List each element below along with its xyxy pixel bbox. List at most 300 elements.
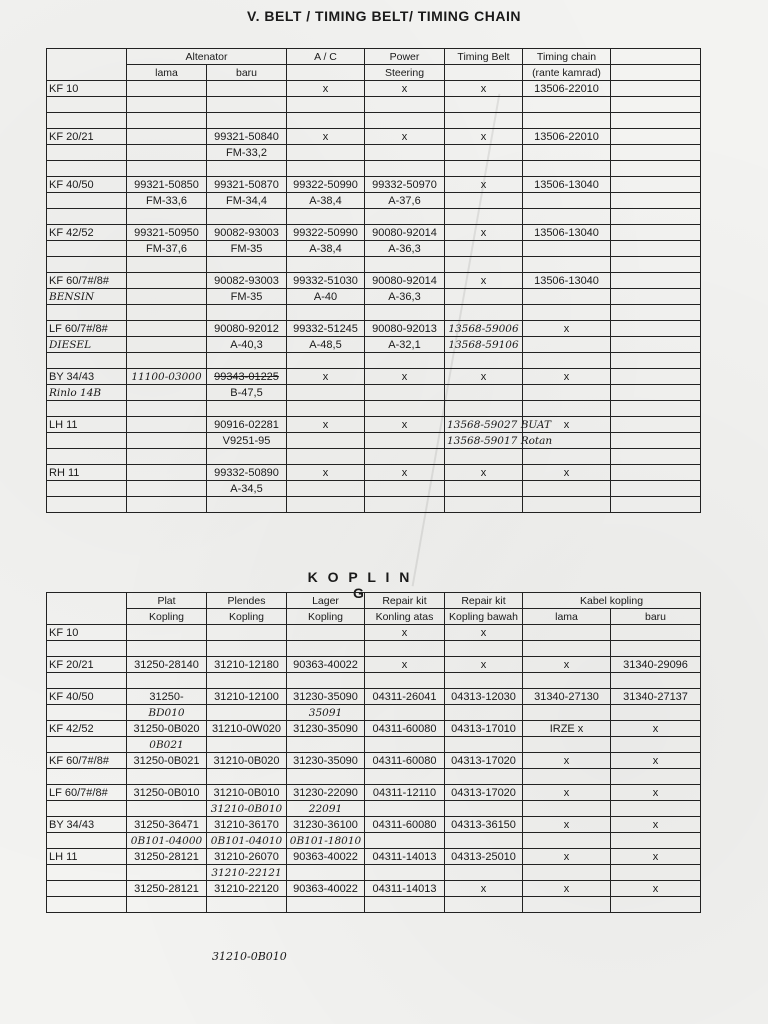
table-row <box>47 897 701 913</box>
cell-tb <box>445 241 523 257</box>
cell-tb: x <box>445 465 523 481</box>
cell-tb: x <box>445 81 523 97</box>
cell-blank <box>287 497 365 513</box>
cell-blank <box>207 257 287 273</box>
cell-ac: x <box>287 129 365 145</box>
cell-ps: 90080-92014 <box>365 225 445 241</box>
cell-blank <box>365 353 445 369</box>
cell-plat-note: 0B101-04000 <box>127 833 207 849</box>
cell-blank <box>523 353 611 369</box>
table-row <box>47 305 701 321</box>
table-row <box>47 177 701 193</box>
row-label: KF 42/52 <box>47 721 127 737</box>
blank-header <box>611 65 701 81</box>
table-row <box>47 161 701 177</box>
cell-lama <box>127 465 207 481</box>
cell-blank <box>611 81 701 97</box>
cell-blank <box>287 305 365 321</box>
cell-kabel-baru <box>611 625 701 641</box>
cell-blank <box>611 289 701 305</box>
table-row <box>47 193 701 209</box>
header-baru: baru <box>207 65 287 81</box>
table-row <box>47 673 701 689</box>
cell-kabel-lama: 31340-27130 <box>523 689 611 705</box>
cell-ac: x <box>287 417 365 433</box>
table-row <box>47 785 701 801</box>
cell-ps: 90080-92013 <box>365 321 445 337</box>
row-note <box>47 433 127 449</box>
cell-blank <box>365 769 445 785</box>
table-row <box>47 129 701 145</box>
cell-plat <box>127 625 207 641</box>
row-label: KF 60/7#/8# <box>47 273 127 289</box>
table-row <box>47 209 701 225</box>
cell-tc: x <box>523 417 611 433</box>
cell-baru: FM-33,2 <box>207 145 287 161</box>
cell-blank <box>611 673 701 689</box>
cell-lager <box>287 625 365 641</box>
header-lager-2: Kopling <box>287 609 365 625</box>
cell-blank <box>127 209 207 225</box>
cell-blank <box>611 257 701 273</box>
cell-blank <box>523 113 611 129</box>
cell-lama <box>127 129 207 145</box>
cell-ac: x <box>287 369 365 385</box>
cell-ps <box>365 433 445 449</box>
table-row <box>47 113 701 129</box>
cell-blank <box>523 497 611 513</box>
cell-rk-bawah: 04313-17010 <box>445 721 523 737</box>
cell-ps: A-32,1 <box>365 337 445 353</box>
cell-tb <box>445 145 523 161</box>
row-label: LF 60/7#/8# <box>47 785 127 801</box>
cell-baru: V9251-95 <box>207 433 287 449</box>
cell-ps: A-36,3 <box>365 289 445 305</box>
header-alternator: Altenator <box>127 49 287 65</box>
table-row <box>47 689 701 705</box>
cell-baru: FM-35 <box>207 289 287 305</box>
row-label: KF 20/21 <box>47 129 127 145</box>
cell-tb <box>445 481 523 497</box>
table-row <box>47 449 701 465</box>
header-plat: Plat <box>127 593 207 609</box>
cell-blank <box>207 401 287 417</box>
cell-lama <box>127 337 207 353</box>
cell-blank <box>365 641 445 657</box>
cell-rk-bawah: x <box>445 625 523 641</box>
cell-blank <box>47 257 127 273</box>
cell-ps <box>365 385 445 401</box>
cell-blank <box>611 193 701 209</box>
cell-blank <box>287 401 365 417</box>
table-row <box>47 497 701 513</box>
cell-rk-atas: 04311-60080 <box>365 817 445 833</box>
cell-blank <box>523 257 611 273</box>
cell-ac: A-40 <box>287 289 365 305</box>
cell-tc: x <box>523 369 611 385</box>
cell-blank <box>365 401 445 417</box>
cell-rk-atas: 04311-14013 <box>365 849 445 865</box>
table-row <box>47 353 701 369</box>
header-kabel-baru: baru <box>611 609 701 625</box>
cell-plat: 31250-28121 <box>127 881 207 897</box>
cell-blank <box>207 113 287 129</box>
cell-ps: 90080-92014 <box>365 273 445 289</box>
header-plendes-2: Kopling <box>207 609 287 625</box>
cell-ps: x <box>365 129 445 145</box>
header-rk-atas: Repair kit <box>365 593 445 609</box>
cell-blank <box>127 401 207 417</box>
cell-tb: 13568-59017 Rotan <box>445 433 523 449</box>
cell-plendes: 31210-0B010 <box>207 785 287 801</box>
cell-plendes-note: 0B101-04010 <box>207 833 287 849</box>
cell-blank <box>611 209 701 225</box>
cell-ac: 99332-51030 <box>287 273 365 289</box>
table-row <box>47 401 701 417</box>
cell-baru: 99332-50890 <box>207 465 287 481</box>
table-row <box>47 721 701 737</box>
cell-tb <box>445 385 523 401</box>
cell-ps <box>365 481 445 497</box>
cell-baru: A-34,5 <box>207 481 287 497</box>
cell-plat-note <box>127 865 207 881</box>
vbelt-table <box>46 48 701 513</box>
cell-kabel-baru: x <box>611 785 701 801</box>
header-rante: (rante kamrad) <box>523 65 611 81</box>
cell-kabel-lama: x <box>523 849 611 865</box>
cell-blank <box>611 497 701 513</box>
blank-header <box>47 593 127 625</box>
cell-lager-note <box>287 897 365 913</box>
cell-lama: 11100-03000 <box>127 369 207 385</box>
header-rk-bawah-2: Kopling bawah <box>445 609 523 625</box>
cell-kabel-lama: x <box>523 657 611 673</box>
cell-tc <box>523 97 611 113</box>
cell-blank <box>207 209 287 225</box>
row-label: BY 34/43 <box>47 817 127 833</box>
table-row <box>47 417 701 433</box>
cell-kabel-baru: 31340-29096 <box>611 657 701 673</box>
cell-tb: x <box>445 273 523 289</box>
cell-baru: 90082-93003 <box>207 225 287 241</box>
cell-blank <box>365 305 445 321</box>
row-note: BENSIN <box>47 289 127 305</box>
header-steering: Steering <box>365 65 445 81</box>
cell-baru <box>207 97 287 113</box>
cell-rk-bawah: x <box>445 881 523 897</box>
row-label: KF 60/7#/8# <box>47 753 127 769</box>
cell-rk-atas: 04311-60080 <box>365 753 445 769</box>
cell-plat-note: BD010 <box>127 705 207 721</box>
cell-lager: 31230-36100 <box>287 817 365 833</box>
cell-blank <box>47 401 127 417</box>
row-label: KF 40/50 <box>47 177 127 193</box>
cell-lager: 31230-35090 <box>287 689 365 705</box>
cell-plendes: 31210-12100 <box>207 689 287 705</box>
cell-blank <box>47 897 127 913</box>
cell-blank <box>611 97 701 113</box>
cell-lama <box>127 145 207 161</box>
cell-ac: x <box>287 81 365 97</box>
cell-tb <box>445 289 523 305</box>
cell-blank <box>611 481 701 497</box>
kopling-table <box>46 592 701 913</box>
cell-kabel-baru: 31340-27137 <box>611 689 701 705</box>
row-note <box>47 145 127 161</box>
cell-plat-note <box>127 673 207 689</box>
cell-baru: B-47,5 <box>207 385 287 401</box>
table-row <box>47 657 701 673</box>
cell-blank <box>207 161 287 177</box>
table-row <box>47 289 701 305</box>
cell-blank <box>611 705 701 721</box>
cell-blank <box>523 641 611 657</box>
cell-ps: A-36,3 <box>365 241 445 257</box>
cell-blank <box>365 897 445 913</box>
cell-blank <box>365 673 445 689</box>
cell-blank <box>611 465 701 481</box>
cell-lama <box>127 81 207 97</box>
cell-blank <box>445 705 523 721</box>
cell-baru <box>207 81 287 97</box>
cell-ac: 99322-50990 <box>287 225 365 241</box>
cell-blank <box>611 113 701 129</box>
cell-blank <box>127 305 207 321</box>
cell-ps: x <box>365 465 445 481</box>
cell-lama <box>127 289 207 305</box>
cell-blank <box>127 257 207 273</box>
table-row <box>47 337 701 353</box>
cell-blank <box>47 865 127 881</box>
cell-blank <box>611 225 701 241</box>
cell-rk-bawah: 04313-12030 <box>445 689 523 705</box>
table-row <box>47 817 701 833</box>
cell-kabel-lama <box>523 625 611 641</box>
cell-blank <box>47 161 127 177</box>
cell-blank <box>365 865 445 881</box>
cell-lager: 90363-40022 <box>287 657 365 673</box>
cell-blank <box>47 737 127 753</box>
cell-blank <box>207 305 287 321</box>
cell-blank <box>445 801 523 817</box>
table-row <box>47 97 701 113</box>
cell-blank <box>611 353 701 369</box>
header-power-steering: Power <box>365 49 445 65</box>
cell-tb: x <box>445 225 523 241</box>
cell-tc <box>523 481 611 497</box>
cell-rk-bawah: 04313-25010 <box>445 849 523 865</box>
row-note <box>47 241 127 257</box>
cell-baru: 99321-50840 <box>207 129 287 145</box>
cell-blank <box>611 833 701 849</box>
row-note <box>47 481 127 497</box>
cell-rk-atas: 04311-12110 <box>365 785 445 801</box>
cell-plat: 31250-0B020 <box>127 721 207 737</box>
cell-blank <box>47 113 127 129</box>
cell-tc: 13506-13040 <box>523 177 611 193</box>
cell-baru: 90916-02281 <box>207 417 287 433</box>
cell-blank <box>127 161 207 177</box>
cell-blank <box>523 833 611 849</box>
header-lama: lama <box>127 65 207 81</box>
table-row <box>47 385 701 401</box>
row-label: BY 34/43 <box>47 369 127 385</box>
cell-blank <box>523 737 611 753</box>
cell-blank <box>445 401 523 417</box>
cell-tb: x <box>445 369 523 385</box>
cell-blank <box>611 641 701 657</box>
cell-kabel-lama: x <box>523 785 611 801</box>
cell-blank <box>611 433 701 449</box>
cell-kabel-baru: x <box>611 881 701 897</box>
cell-plendes-note <box>207 769 287 785</box>
cell-lager-note <box>287 737 365 753</box>
cell-blank <box>523 801 611 817</box>
header-plendes: Plendes <box>207 593 287 609</box>
cell-blank <box>611 273 701 289</box>
cell-lama <box>127 481 207 497</box>
cell-blank <box>445 449 523 465</box>
header-rk-atas-2: Konling atas <box>365 609 445 625</box>
cell-lama <box>127 97 207 113</box>
cell-plat: 31250-28121 <box>127 849 207 865</box>
cell-lager-note <box>287 769 365 785</box>
cell-blank <box>365 833 445 849</box>
header-timing-belt: Timing Belt <box>445 49 523 65</box>
cell-ps: 99332-50970 <box>365 177 445 193</box>
cell-blank <box>611 897 701 913</box>
cell-tc: 13506-13040 <box>523 225 611 241</box>
cell-rk-bawah: x <box>445 657 523 673</box>
cell-tc: 13506-13040 <box>523 273 611 289</box>
header-ac: A / C <box>287 49 365 65</box>
cell-kabel-lama: IRZE x <box>523 721 611 737</box>
cell-rk-bawah: 04313-17020 <box>445 753 523 769</box>
cell-plat: 31250- <box>127 689 207 705</box>
cell-tc <box>523 289 611 305</box>
cell-plat-note <box>127 641 207 657</box>
cell-lager-note: 35091 <box>287 705 365 721</box>
table-row <box>47 753 701 769</box>
cell-blank <box>611 801 701 817</box>
cell-rk-atas: x <box>365 625 445 641</box>
cell-tb: 13568-59006 <box>445 321 523 337</box>
cell-blank <box>287 257 365 273</box>
cell-blank <box>127 497 207 513</box>
cell-blank <box>287 209 365 225</box>
cell-ac: A-38,4 <box>287 193 365 209</box>
cell-blank <box>523 305 611 321</box>
row-label: KF 10 <box>47 81 127 97</box>
cell-lama <box>127 385 207 401</box>
cell-baru: FM-35 <box>207 241 287 257</box>
cell-blank <box>611 337 701 353</box>
blank-header <box>445 65 523 81</box>
cell-tc: 13506-22010 <box>523 129 611 145</box>
row-label: RH 11 <box>47 465 127 481</box>
table-row <box>47 849 701 865</box>
cell-lager-note: 22091 <box>287 801 365 817</box>
cell-blank <box>445 305 523 321</box>
cell-tc: x <box>523 465 611 481</box>
cell-ps: x <box>365 369 445 385</box>
cell-blank <box>611 737 701 753</box>
cell-tc <box>523 385 611 401</box>
table-row <box>47 801 701 817</box>
cell-lager: 31230-35090 <box>287 721 365 737</box>
cell-ps: x <box>365 81 445 97</box>
cell-tb <box>445 97 523 113</box>
cell-tc: x <box>523 321 611 337</box>
cell-blank <box>445 257 523 273</box>
row-label <box>47 881 127 897</box>
table-row <box>47 257 701 273</box>
cell-ps <box>365 145 445 161</box>
cell-rk-atas: 04311-26041 <box>365 689 445 705</box>
cell-blank <box>365 257 445 273</box>
cell-blank <box>365 161 445 177</box>
table-row <box>47 321 701 337</box>
cell-blank <box>127 113 207 129</box>
cell-blank <box>445 833 523 849</box>
header-plat-2: Kopling <box>127 609 207 625</box>
cell-kabel-lama: x <box>523 881 611 897</box>
cell-plendes-note <box>207 737 287 753</box>
cell-blank <box>47 449 127 465</box>
cell-ac <box>287 145 365 161</box>
row-label: KF 10 <box>47 625 127 641</box>
cell-baru: FM-34,4 <box>207 193 287 209</box>
cell-lager-note <box>287 673 365 689</box>
cell-lama: 99321-50950 <box>127 225 207 241</box>
cell-plendes <box>207 625 287 641</box>
cell-ac: A-38,4 <box>287 241 365 257</box>
cell-blank <box>47 641 127 657</box>
cell-blank <box>47 673 127 689</box>
cell-blank <box>445 113 523 129</box>
cell-tc <box>523 241 611 257</box>
cell-lager: 90363-40022 <box>287 849 365 865</box>
cell-ac <box>287 385 365 401</box>
cell-kabel-lama: x <box>523 817 611 833</box>
cell-blank <box>47 705 127 721</box>
cell-plat: 31250-0B010 <box>127 785 207 801</box>
cell-lager-note: 0B101-18010 <box>287 833 365 849</box>
cell-plendes: 31210-26070 <box>207 849 287 865</box>
cell-blank <box>287 353 365 369</box>
cell-lama <box>127 273 207 289</box>
row-label: KF 40/50 <box>47 689 127 705</box>
header-kabel: Kabel kopling <box>523 593 701 609</box>
cell-blank <box>287 449 365 465</box>
cell-blank <box>523 897 611 913</box>
table-row <box>47 241 701 257</box>
cell-blank <box>611 145 701 161</box>
cell-plendes-note <box>207 673 287 689</box>
cell-rk-atas: 04311-14013 <box>365 881 445 897</box>
cell-blank <box>47 305 127 321</box>
header-timing-chain: Timing chain <box>523 49 611 65</box>
table-row <box>47 273 701 289</box>
cell-blank <box>365 113 445 129</box>
cell-plat-note <box>127 801 207 817</box>
cell-blank <box>207 353 287 369</box>
cell-blank <box>207 497 287 513</box>
cell-blank <box>365 705 445 721</box>
cell-blank <box>365 497 445 513</box>
cell-blank <box>611 305 701 321</box>
cell-blank <box>611 161 701 177</box>
